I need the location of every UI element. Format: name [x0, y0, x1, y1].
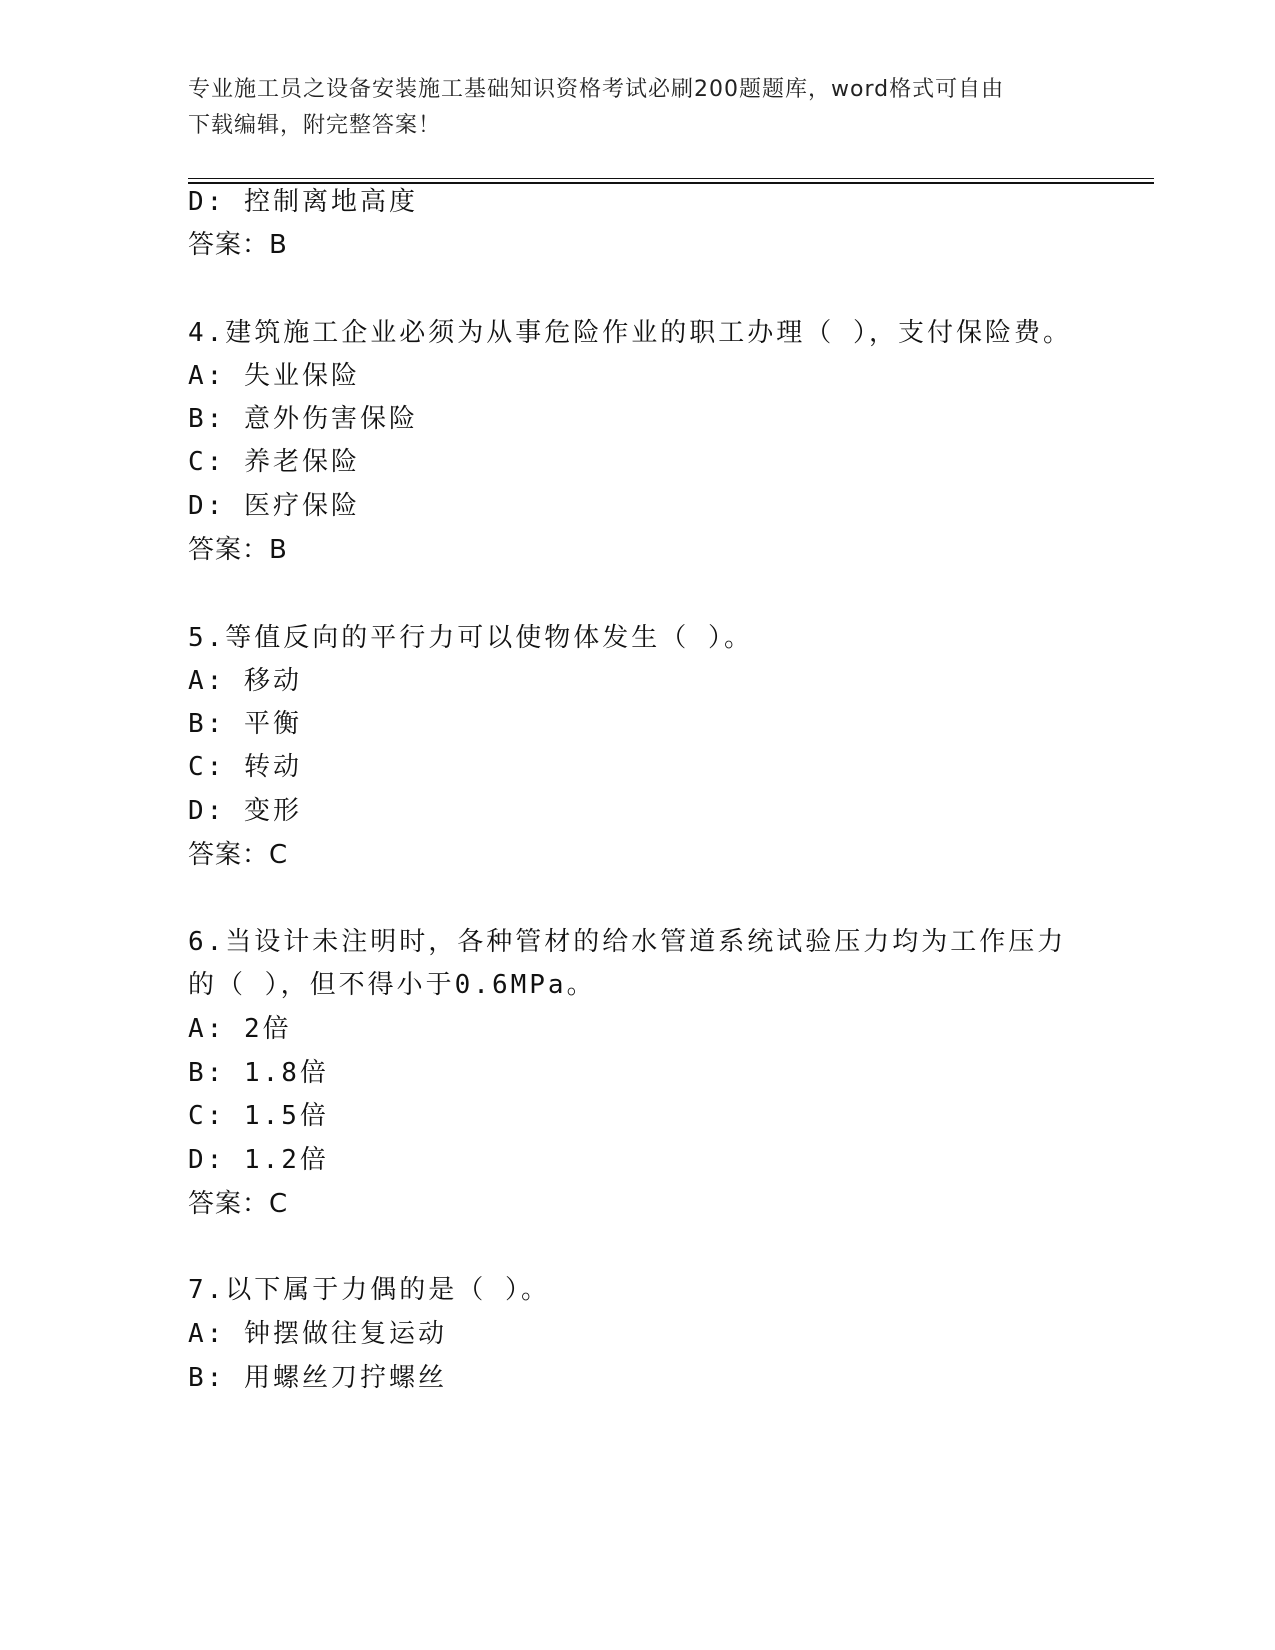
question-7-option-a: A: 钟摆做往复运动	[188, 1319, 447, 1349]
header-rule-thin	[188, 178, 1154, 179]
question-6-answer: 答案：C	[188, 1189, 289, 1219]
question-5-answer: 答案：C	[188, 840, 289, 870]
question-5-option-b: B: 平衡	[188, 709, 302, 739]
question-4-stem: 4.建筑施工企业必须为从事危险作业的职工办理（ ），支付保险费。	[188, 318, 1072, 348]
question-6-stem-line-1: 6.当设计未注明时，各种管材的给水管道系统试验压力均为工作压力	[188, 927, 1067, 957]
header-title-line-1: 专业施工员之设备安装施工基础知识资格考试必刷200题题库，word格式可自由	[188, 77, 1005, 102]
question-6-option-b: B: 1.8倍	[188, 1058, 329, 1088]
question-5-option-d: D: 变形	[188, 796, 302, 826]
question-4-option-a: A: 失业保险	[188, 361, 360, 391]
question-4-option-d: D: 医疗保险	[188, 491, 360, 521]
question-5-option-c: C: 转动	[188, 752, 302, 782]
question-5-stem: 5.等值反向的平行力可以使物体发生（ ）。	[188, 623, 753, 653]
question-6-option-d: D: 1.2倍	[188, 1145, 329, 1175]
header-title-line-2: 下载编辑，附完整答案！	[188, 113, 442, 138]
document-header	[188, 72, 1088, 144]
prev-question-answer: 答案：B	[188, 230, 288, 260]
question-4-option-c: C: 养老保险	[188, 447, 360, 477]
question-5-option-a: A: 移动	[188, 666, 302, 696]
question-4-option-b: B: 意外伤害保险	[188, 404, 418, 434]
question-7-option-b: B: 用螺丝刀拧螺丝	[188, 1363, 447, 1393]
question-7-stem: 7.以下属于力偶的是（ ）。	[188, 1275, 550, 1305]
question-6-option-a: A: 2倍	[188, 1014, 292, 1044]
question-4-answer: 答案：B	[188, 535, 288, 565]
prev-question-option-d: D: 控制离地高度	[188, 187, 418, 217]
question-6-stem-line-2: 的（ ），但不得小于0.6MPa。	[188, 970, 596, 1000]
question-6-option-c: C: 1.5倍	[188, 1101, 329, 1131]
